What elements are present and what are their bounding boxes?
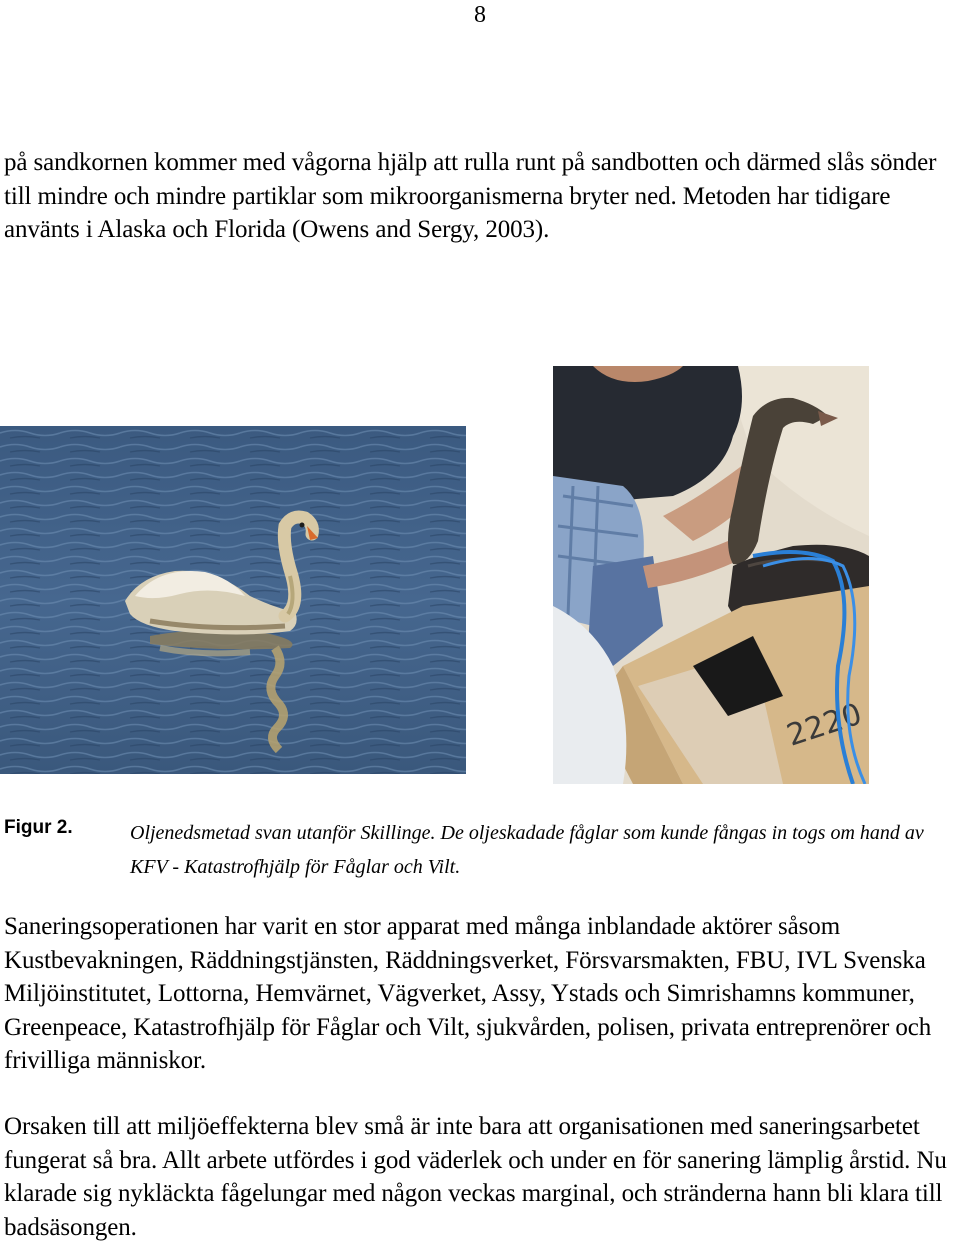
paragraph-reason: Orsaken till att miljöeffekterna blev små är inte bara att organisationen med saneringsarbetet fungerat så bra. Allt arbete utfördes i god väderlek och under en för sanering lämplig årstid. Nu klarade sig nykläckta fågelungar med någon veckas marginal, och stränderna hann bli klara till badsäsongen. bbox=[4, 1113, 947, 1241]
page-number: 8 bbox=[474, 2, 486, 28]
figure-label: Figur 2. bbox=[4, 817, 73, 838]
paragraph-intro: på sandkornen kommer med vågorna hjälp att rulla runt på sandbotten och därmed slås sönder till mindre och mindre partiklar som mikroorganismerna bryter ned. Metoden har tidigare använts i Alaska och Florida (Owens and Sergy, 2003). bbox=[4, 149, 937, 244]
bird-rescue-photo bbox=[553, 366, 869, 784]
paragraph-operation: Saneringsoperationen har varit en stor apparat med många inblandade aktörer såsom Kustbevakningen, Räddningstjänsten, Räddningsverket, Försvarsmakten, FBU, IVL Svenska Miljöinstitutet, Lottorna, Hemvärnet, Vägverket, Assy, Ystads och Simrishamns kommuner, Greenpeace, Katastrofhjälp för Fåglar och Vilt, sjukvården, polisen, privata entreprenörer och frivilliga människor. bbox=[4, 913, 932, 1075]
box-number-text: 2220 bbox=[782, 696, 867, 754]
figure-caption: Oljenedsmetad svan utanför Skillinge. De oljeskadade fåglar som kunde fångas in togs om hand av KFV - Katastrofhjälp för Fåglar och Vilt. bbox=[130, 822, 924, 878]
swan-photo bbox=[0, 426, 466, 774]
